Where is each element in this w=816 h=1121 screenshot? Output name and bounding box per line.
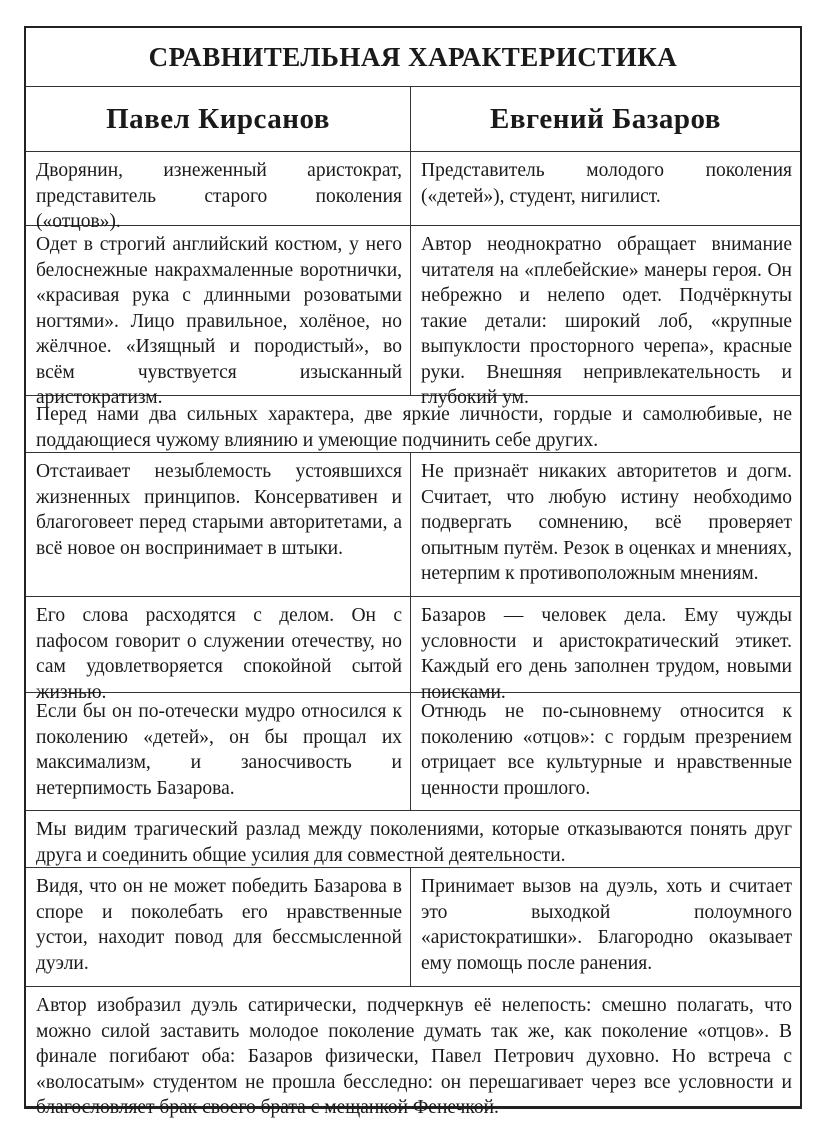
cell-bazarov: Базаров — человек дела. Ему чужды условности и аристократический этикет. Каждый его день заполнен трудом, новыми поисками. [421, 605, 792, 703]
header-pavel-kirsanov: Павел Кирсанов [26, 87, 411, 151]
table-row [26, 867, 800, 986]
table-row-merged [26, 810, 800, 867]
table-row-merged [26, 986, 800, 1118]
table-header-row [26, 86, 800, 151]
table-row [26, 151, 800, 232]
table-row [26, 596, 800, 703]
cell-kirsanov: Если бы он по-отечески мудро относился к поколению «детей», он бы прощал их максимализм, и заносчивость и нетерпимость Базарова. [26, 693, 411, 810]
header-evgeny-bazarov: Евгений Базаров [490, 103, 721, 135]
table-title: СРАВНИТЕЛЬНАЯ ХАРАКТЕРИСТИКА [148, 42, 678, 72]
cell-kirsanov: Дворянин, изнеженный аристократ, представитель старого поколения («отцов»). [26, 152, 411, 225]
cell-bazarov: Автор неоднократно обращает внимание читателя на «плебейские» манеры героя. Он небрежно и нелепо одет. Подчёркнуты такие детали: широкий лоб, «крупные выпуклости просторного черепа», красные руки. Внешняя непривлекательность и глубокий ум. [421, 234, 792, 408]
cell-common-conclusion: Мы видим трагический разлад между поколениями, которые отказываются понять друг друга и соединить общие усилия для совместной деятельности. [36, 819, 792, 866]
cell-kirsanov: Его слова расходятся с делом. Он с пафосом говорит о служении отечеству, но сам удовлетворяется спокойной сытой жизнью. [26, 597, 411, 692]
cell-final-conclusion: Автор изобразил дуэль сатирически, подчеркнув её нелепость: смешно полагать, что можно силой заставить молодое поколение думать так же, как поколение «отцов». В финале погибают оба: Базаров физически, Павел Петрович духовно. Но встреча с «волосатым» студентом не прошла бесследно: он перешагивает через все условности и благословляет брак своего брата с мещанкой Фенечкой. [36, 995, 792, 1118]
comparison-table [24, 26, 802, 1118]
cell-bazarov: Отнюдь не по-сыновнему относится к поколению «отцов»: с гордым презрением отрицает все культурные и нравственные ценности прошлого. [421, 701, 792, 799]
table-row [26, 225, 800, 408]
cell-kirsanov: Одет в строгий английский костюм, у него белоснежные накрахмаленные воротнички, «красивая рука с длинными розоватыми ногтями». Лицо правильное, холёное, но жёлчное. «Изящный и породистый», во всём чувствуется изысканный аристократизм. [26, 226, 411, 395]
cell-bazarov: Представитель молодого поколения («детей»), студент, нигилист. [421, 160, 792, 207]
table-title-row [26, 28, 800, 86]
table-row [26, 692, 800, 810]
cell-bazarov: Не признаёт никаких авторитетов и догм. Считает, что любую истину необходимо подвергать сомнению, всё проверяет опытным путём. Резок в оценках и мнениях, нетерпим к противоположным мнениям. [421, 461, 792, 584]
cell-kirsanov: Видя, что он не может победить Базарова в споре и поколебать его нравственные устои, находит повод для бессмысленной дуэли. [26, 868, 411, 986]
cell-bazarov: Принимает вызов на дуэль, хоть и считает это выходкой полоумного «аристократишки». Благородно оказывает ему помощь после ранения. [421, 876, 792, 974]
table-row [26, 452, 800, 596]
cell-common-conclusion: Перед нами два сильных характера, две яркие личности, гордые и самолюбивые, не поддающиеся чужому влиянию и умеющие подчинить себе других. [36, 404, 792, 451]
table-row-merged [26, 395, 800, 452]
cell-kirsanov: Отстаивает незыблемость устоявшихся жизненных принципов. Консервативен и благоговеет перед старыми авторитетами, а всё новое он воспринимает в штыки. [26, 453, 411, 596]
